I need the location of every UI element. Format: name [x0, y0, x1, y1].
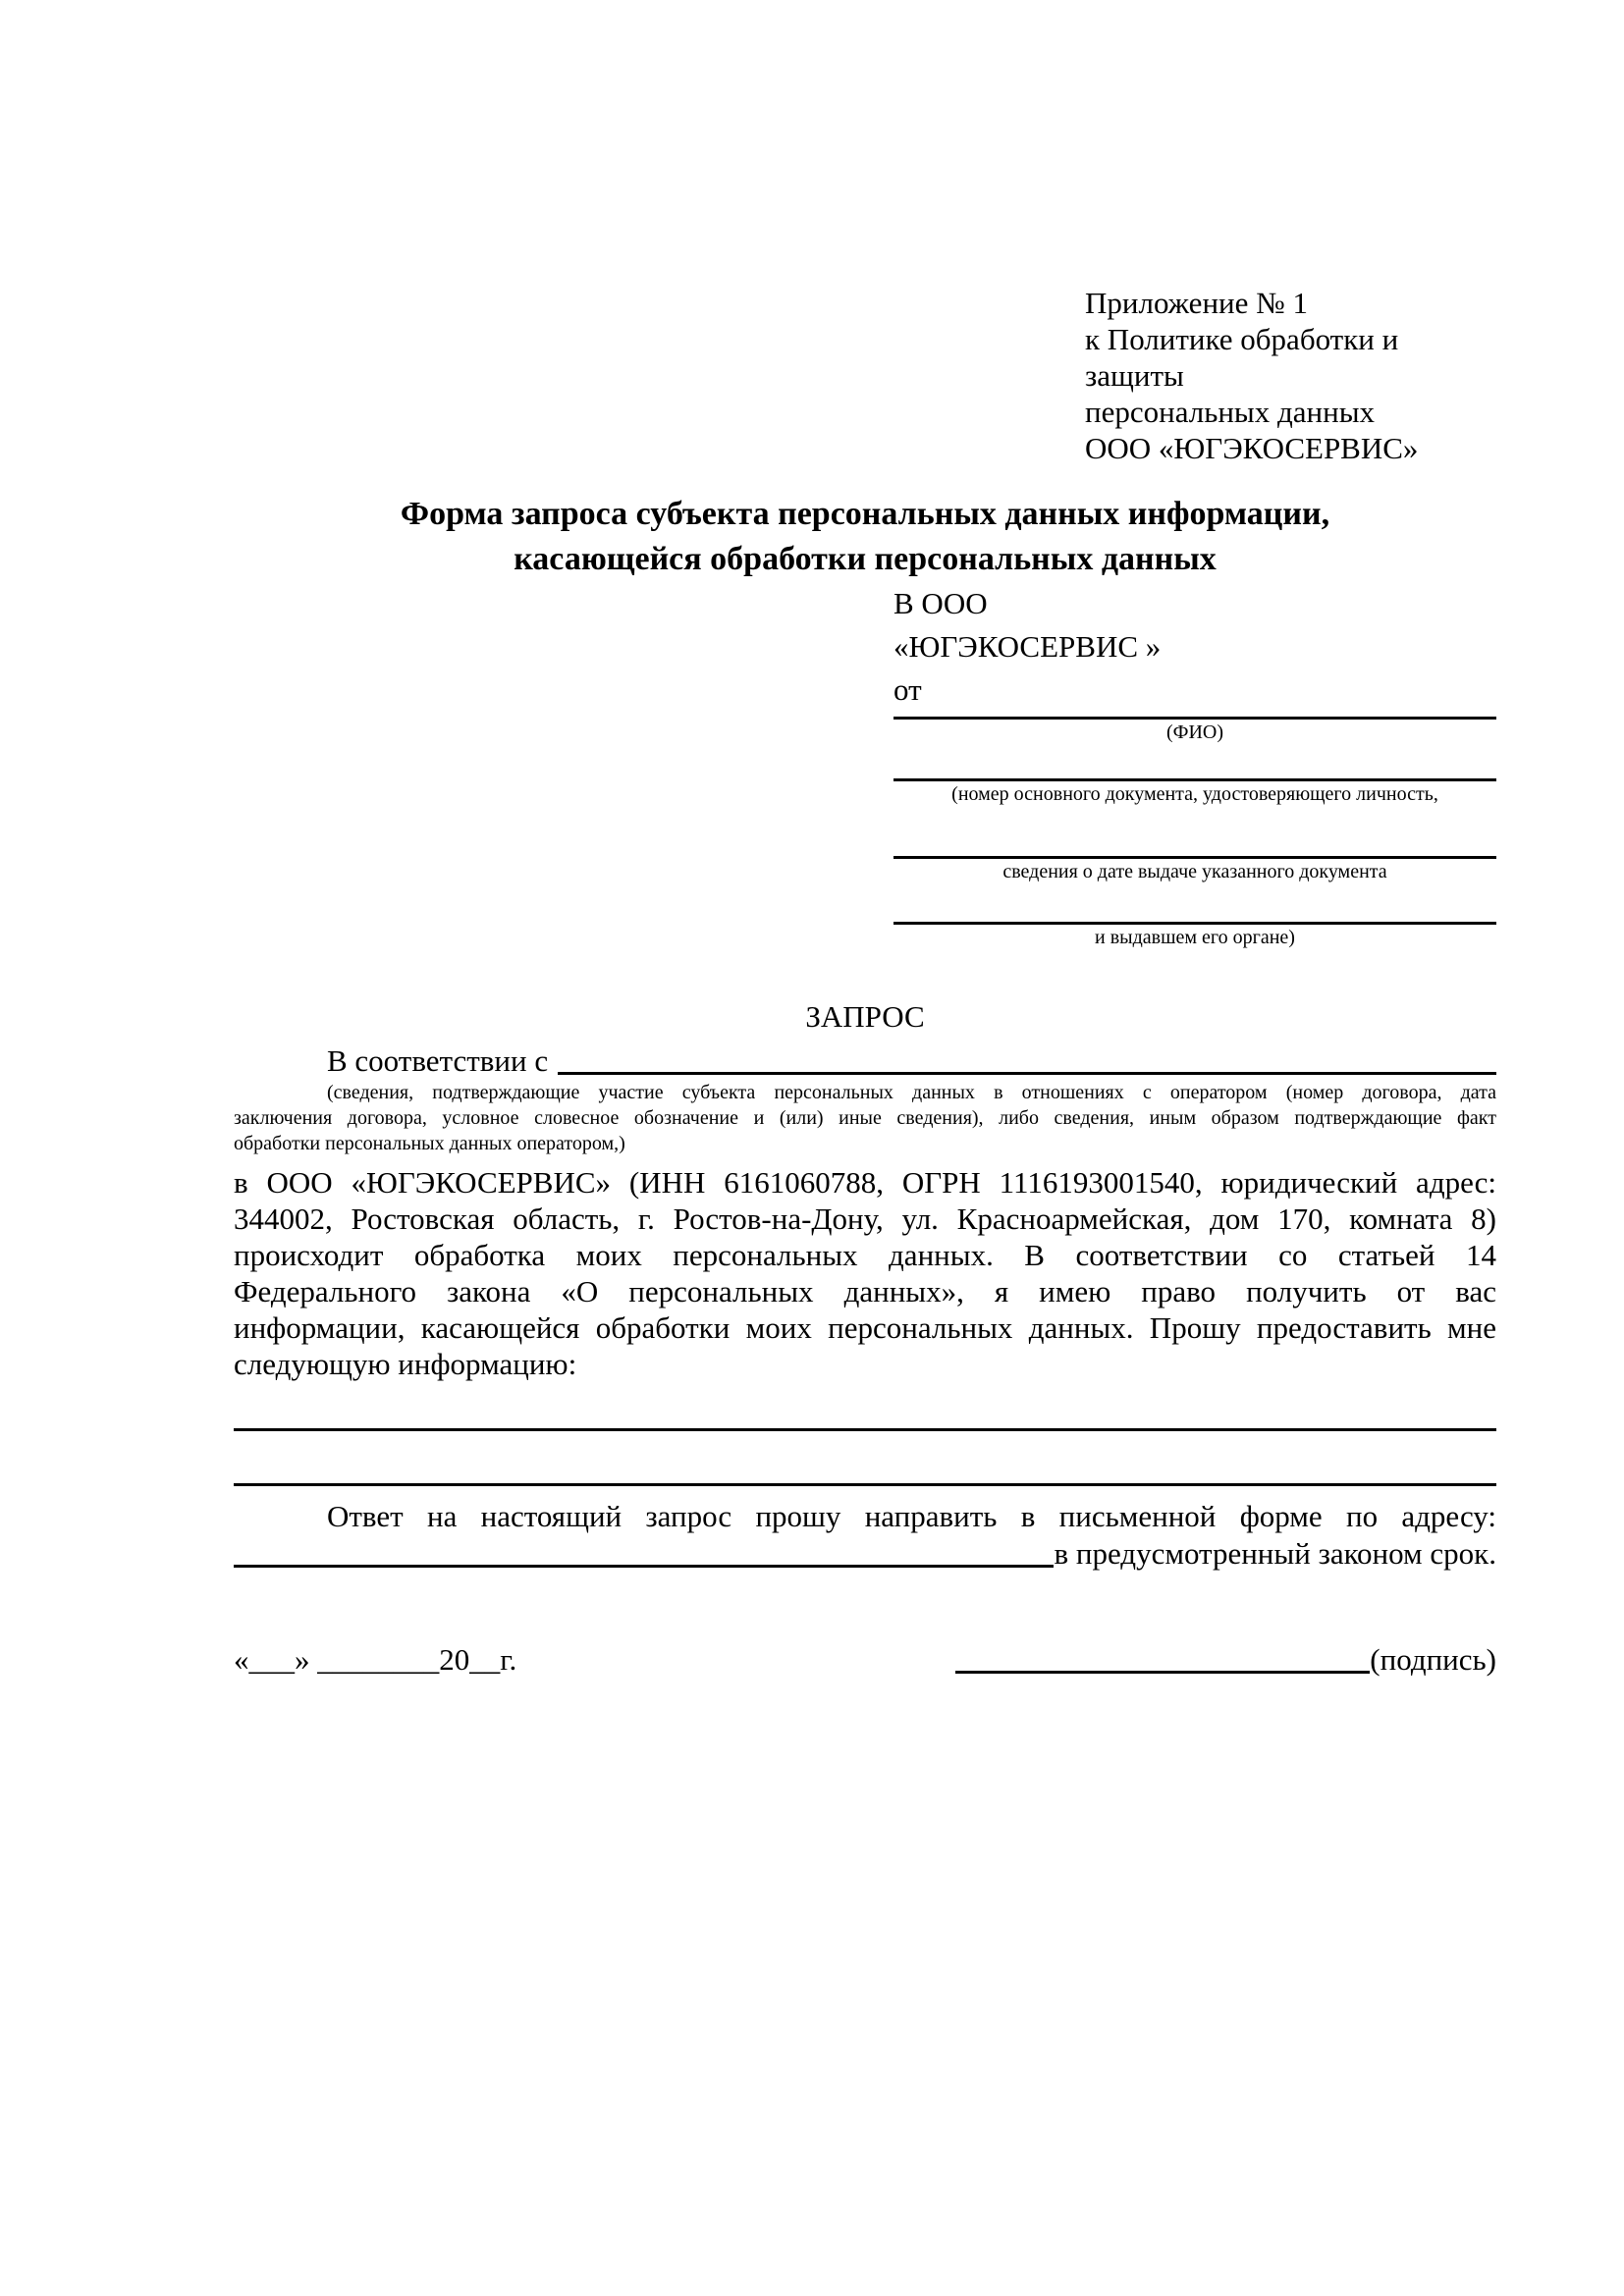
appendix-line-2: к Политике обработки и защиты [1085, 322, 1399, 393]
signature-group [955, 1641, 1496, 1679]
body-line-6: следующую информацию: [234, 1347, 577, 1381]
appendix-line-3: персональных данных [1085, 395, 1376, 429]
note-line-3: обработки персональных данных оператором,) [234, 1133, 625, 1154]
reply-sentence: Ответ на настоящий запрос прошу направить в письменной форме по адресу: [327, 1499, 1496, 1533]
document-number-caption: (номер основного документа, удостоверяющего личность, [951, 783, 1438, 805]
document-title-line-1: Форма запроса субъекта персональных данных информации, [400, 496, 1330, 532]
addressee-block [893, 582, 1496, 950]
signature-caption: (подпись) [1370, 1642, 1496, 1677]
fio-field-line[interactable] [893, 712, 1496, 720]
reply-address-row [234, 1535, 1496, 1573]
fio-caption: (ФИО) [1165, 721, 1223, 743]
relation-details-note [234, 1080, 1496, 1156]
issue-date-caption: сведения о дате выдаче указанного документа [1002, 861, 1387, 882]
intro-row [234, 1042, 1496, 1080]
addressee-to-line-1: В ООО [893, 586, 988, 620]
note-line-1: (сведения, подтверждающие участие субъекта персональных данных в отношениях с оператором (номер договора, дата [327, 1082, 1496, 1103]
relation-details-field-line[interactable] [558, 1042, 1496, 1075]
reply-address-field-line[interactable] [234, 1535, 1054, 1568]
body-line-4: Федерального закона «О персональных данных», я имею право получить от вас [234, 1274, 1496, 1308]
issue-date-field-line[interactable] [893, 852, 1496, 859]
date-blank-line[interactable]: «___» ________20__г. [234, 1642, 517, 1677]
document-title [234, 492, 1496, 582]
document-number-field-line[interactable] [893, 774, 1496, 781]
appendix-line-1: Приложение № 1 [1085, 286, 1308, 320]
reply-suffix: в предусмотренный законом срок. [1054, 1536, 1496, 1571]
appendix-header [1085, 285, 1496, 466]
issuing-authority-caption: и выдавшем его органе) [1095, 927, 1295, 948]
request-body [234, 1164, 1496, 1382]
body-line-1: в ООО «ЮГЭКОСЕРВИС» (ИНН 6161060788, ОГРН 1116193001540, юридический адрес: [234, 1165, 1496, 1200]
document-content [234, 285, 1496, 1679]
intro-text: В соответствии с [327, 1043, 549, 1078]
document-title-line-2: касающейся обработки персональных данных [514, 541, 1217, 577]
information-field-line-1[interactable] [234, 1428, 1496, 1431]
footer-row [234, 1641, 1496, 1679]
body-line-5: информации, касающейся обработки моих персональных данных. Прошу предоставить мне [234, 1310, 1496, 1345]
body-line-2: 344002, Ростовская область, г. Ростов-на-Дону, ул. Красноармейская, дом 170, комната 8) [234, 1201, 1496, 1236]
issuing-authority-field-line[interactable] [893, 918, 1496, 925]
addressee-to-line-2: «ЮГЭКОСЕРВИС » [893, 629, 1162, 664]
appendix-line-4: ООО «ЮГЭКОСЕРВИС» [1085, 431, 1419, 465]
request-heading: ЗАПРОС [805, 999, 925, 1034]
addressee-from-label: от [893, 672, 922, 707]
body-line-3: происходит обработка моих персональных данных. В соответствии со статьей 14 [234, 1238, 1496, 1272]
information-field-line-2[interactable] [234, 1483, 1496, 1486]
signature-field-line[interactable] [955, 1641, 1370, 1674]
note-line-2: заключения договора, условное словесное обозначение и (или) иные сведения), либо сведения, иным образом подтверждающие факт [234, 1107, 1496, 1129]
